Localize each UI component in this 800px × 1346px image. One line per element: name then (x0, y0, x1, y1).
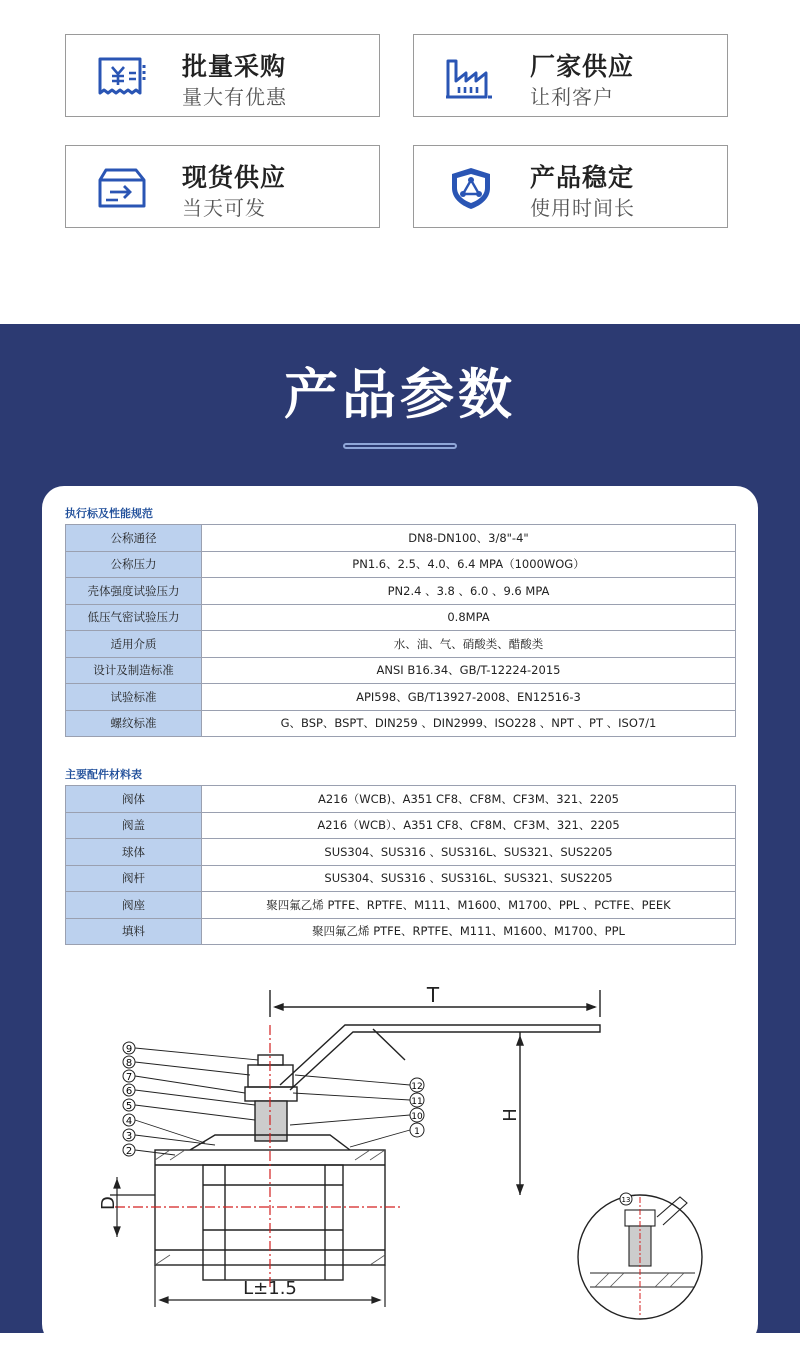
feature-subtitle: 使用时间长 (530, 196, 635, 220)
part-number: 9 (125, 1044, 133, 1055)
table-row (66, 710, 736, 737)
part-balloon (123, 1114, 135, 1127)
ball-valve-drawing (95, 985, 705, 1333)
row-value: 0.8MPA (202, 604, 736, 631)
part-balloon (410, 1123, 424, 1137)
row-value: DN8-DN100、3/8"-4" (202, 525, 736, 552)
part-balloon (123, 1042, 135, 1055)
row-label: 低压气密试验压力 (66, 604, 202, 631)
row-label: 阀座 (66, 892, 202, 919)
dimension-l-label: L±1.5 (243, 1278, 297, 1299)
row-value: 水、油、气、硝酸类、醋酸类 (202, 631, 736, 658)
material-table-title: 主要配件材料表 (65, 768, 142, 781)
part-number: 3 (125, 1131, 133, 1142)
part-balloon (123, 1084, 135, 1097)
row-value: 聚四氟乙烯 PTFE、RPTFE、M111、M1600、M1700、PPL (202, 918, 736, 945)
table-row (66, 892, 736, 919)
section-title-underline (343, 443, 457, 449)
row-value: PN1.6、2.5、4.0、6.4 MPA（1000WOG） (202, 551, 736, 578)
dimension-t-label: T (426, 985, 440, 1007)
part-number: 2 (125, 1146, 133, 1157)
part-number: 7 (125, 1072, 133, 1083)
row-value: A216（WCB）、A351 CF8、CF8M、CF3M、321、2205 (202, 812, 736, 839)
row-label: 设计及制造标准 (66, 657, 202, 684)
part-balloon (410, 1093, 424, 1107)
dimension-d-label: D (98, 1196, 119, 1210)
row-label: 阀体 (66, 786, 202, 813)
table-row (66, 786, 736, 813)
spec-table-title: 执行标及性能规范 (65, 507, 153, 520)
table-row (66, 578, 736, 605)
row-label: 公称通径 (66, 525, 202, 552)
row-label: 公称压力 (66, 551, 202, 578)
feature-in-stock (65, 145, 380, 228)
row-value: ANSI B16.34、GB/T-12224-2015 (202, 657, 736, 684)
detail-view (578, 1193, 702, 1319)
factory-icon (444, 55, 498, 99)
table-row (66, 812, 736, 839)
row-label: 球体 (66, 839, 202, 866)
row-value: A216（WCB)、A351 CF8、CF8M、CF3M、321、2205 (202, 786, 736, 813)
feature-stable-product (413, 145, 728, 228)
row-label: 填料 (66, 918, 202, 945)
feature-factory-supply (413, 34, 728, 117)
section-title: 产品参数 (284, 363, 516, 426)
part-number: 5 (125, 1101, 133, 1112)
row-label: 阀盖 (66, 812, 202, 839)
shield-icon (444, 166, 498, 210)
row-value: SUS304、SUS316 、SUS316L、SUS321、SUS2205 (202, 865, 736, 892)
table-row (66, 631, 736, 658)
part-number: 11 (411, 1097, 423, 1107)
table-row (66, 525, 736, 552)
feature-title: 厂家供应 (530, 52, 635, 81)
table-row (66, 865, 736, 892)
part-number: 1 (414, 1127, 420, 1137)
spec-table (65, 524, 736, 737)
feature-title: 产品稳定 (530, 163, 635, 192)
row-label: 阀杆 (66, 865, 202, 892)
row-label: 试验标准 (66, 684, 202, 711)
dimension-h-label: H (500, 1108, 521, 1122)
part-balloon (123, 1070, 135, 1083)
table-row (66, 684, 736, 711)
part-number: 13 (621, 1196, 631, 1204)
part-number: 4 (125, 1116, 133, 1127)
row-value: 聚四氟乙烯 PTFE、RPTFE、M111、M1600、M1700、PPL 、PCTFE、PEEK (202, 892, 736, 919)
row-label: 螺纹标准 (66, 710, 202, 737)
part-number: 6 (125, 1086, 133, 1097)
part-balloon (123, 1099, 135, 1112)
table-row (66, 918, 736, 945)
feature-subtitle: 当天可发 (182, 196, 266, 220)
row-label: 适用介质 (66, 631, 202, 658)
material-table (65, 785, 736, 945)
part-balloon (123, 1056, 135, 1069)
table-row (66, 839, 736, 866)
part-number: 10 (411, 1112, 423, 1122)
table-row (66, 551, 736, 578)
part-balloon (410, 1108, 424, 1122)
part-balloon (123, 1129, 135, 1142)
feature-title: 批量采购 (182, 52, 287, 81)
feature-subtitle: 让利客户 (530, 85, 614, 109)
feature-bulk-purchase (65, 34, 380, 117)
row-value: API598、GB/T13927-2008、EN12516-3 (202, 684, 736, 711)
box-arrow-icon (96, 166, 150, 210)
table-row (66, 657, 736, 684)
feature-title: 现货供应 (182, 163, 287, 192)
row-value: SUS304、SUS316 、SUS316L、SUS321、SUS2205 (202, 839, 736, 866)
part-number: 12 (411, 1082, 423, 1092)
receipt-yen-icon (96, 55, 150, 99)
part-number: 8 (125, 1058, 133, 1069)
row-value: PN2.4 、3.8 、6.0 、9.6 MPA (202, 578, 736, 605)
feature-subtitle: 量大有优惠 (182, 85, 287, 109)
row-value: G、BSP、BSPT、DIN259 、DIN2999、ISO228 、NPT 、PT 、ISO7/1 (202, 710, 736, 737)
part-balloon (410, 1078, 424, 1092)
row-label: 壳体强度试验压力 (66, 578, 202, 605)
table-row (66, 604, 736, 631)
part-balloon (123, 1144, 135, 1157)
